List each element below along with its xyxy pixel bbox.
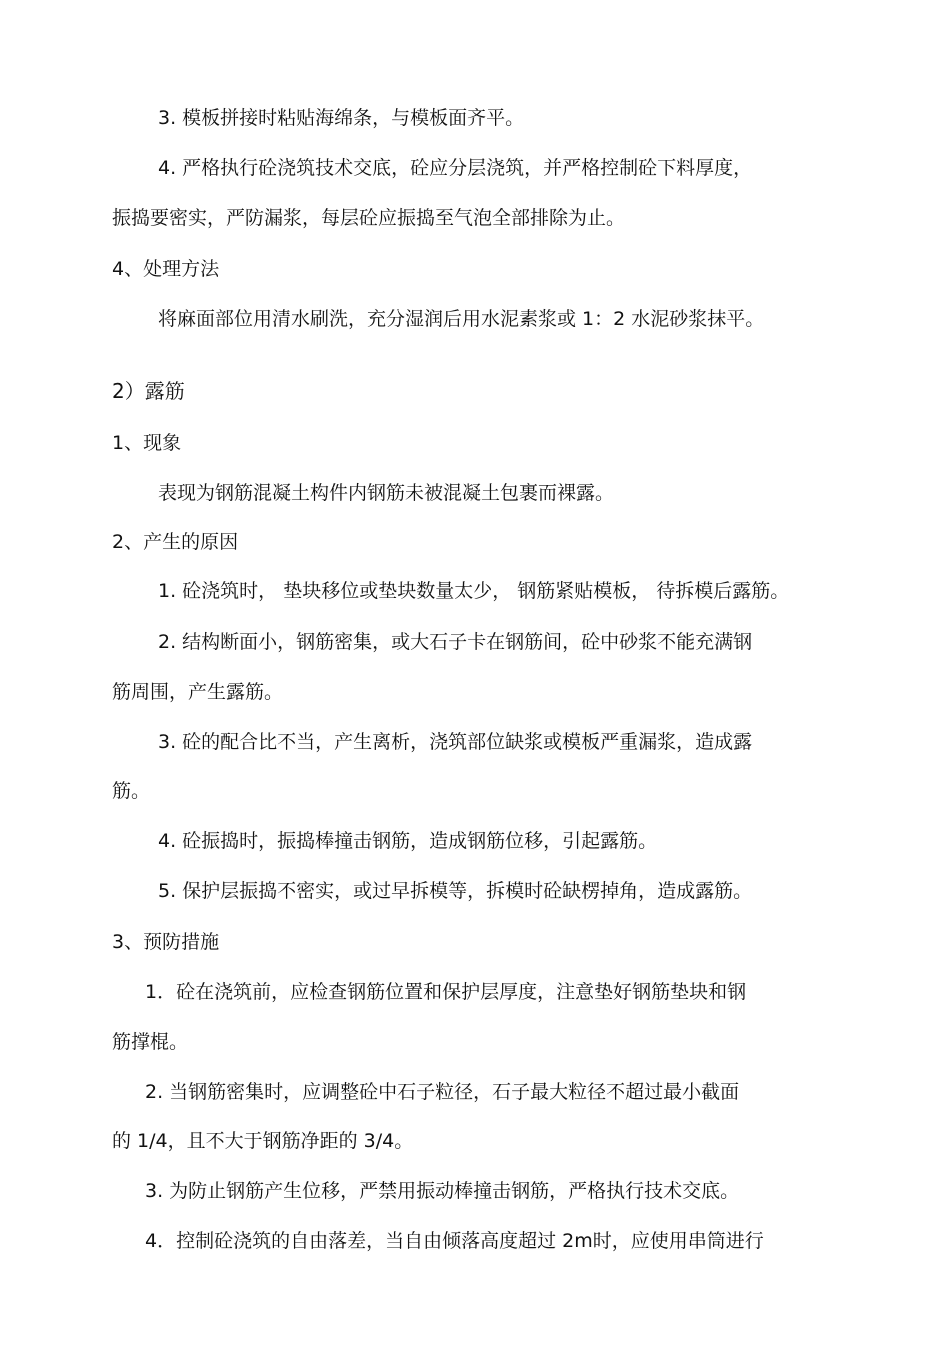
text-line: 5. 保护层振捣不密实，或过早拆模等，拆模时砼缺楞掉角，造成露筋。: [158, 880, 753, 902]
text-line: 2. 结构断面小，钢筋密集，或大石子卡在钢筋间，砼中砂浆不能充满钢: [158, 631, 753, 653]
text-line: 表现为钢筋混凝土构件内钢筋未被混凝土包裹而裸露。: [158, 482, 615, 504]
text-line: 4. 严格执行砼浇筑技术交底，砼应分层浇筑，并严格控制砼下料厚度，: [158, 157, 753, 179]
subsection-heading: 2）露筋: [112, 379, 185, 403]
text-line: 3. 为防止钢筋产生位移，严禁用振动棒撞击钢筋，严格执行技术交底。: [145, 1180, 740, 1202]
text-line: 筋撑棍。: [112, 1031, 189, 1053]
section-heading: 1、现象: [112, 432, 182, 454]
text-line: 的 1/4，且不大于钢筋净距的 3/4。: [112, 1130, 414, 1152]
text-line: 筋周围，产生露筋。: [112, 681, 284, 703]
section-heading: 2、产生的原因: [112, 531, 239, 553]
section-heading: 4、处理方法: [112, 258, 220, 280]
text-line: 筋。: [112, 780, 151, 802]
text-line: 3. 砼的配合比不当，产生离析，浇筑部位缺浆或模板严重漏浆，造成露: [158, 731, 753, 753]
text-line: 3. 模板拼接时粘贴海绵条，与模板面齐平。: [158, 107, 525, 129]
section-heading: 3、预防措施: [112, 931, 220, 953]
text-line: 4. 砼振捣时，振捣棒撞击钢筋，造成钢筋位移，引起露筋。: [158, 830, 658, 852]
text-line: 4．控制砼浇筑的自由落差，当自由倾落高度超过 2m时，应使用串筒进行: [145, 1230, 764, 1252]
text-line: 1. 砼浇筑时， 垫块移位或垫块数量太少， 钢筋紧贴模板， 待拆模后露筋。: [158, 580, 790, 602]
text-line: 1．砼在浇筑前，应检查钢筋位置和保护层厚度，注意垫好钢筋垫块和钢: [145, 981, 747, 1003]
text-line: 振捣要密实，严防漏浆，每层砼应振捣至气泡全部排除为止。: [112, 207, 626, 229]
text-line: 2. 当钢筋密集时，应调整砼中石子粒径，石子最大粒径不超过最小截面: [145, 1081, 740, 1103]
text-line: 将麻面部位用清水刷洗，充分湿润后用水泥素浆或 1：2 水泥砂浆抹平。: [158, 308, 765, 330]
